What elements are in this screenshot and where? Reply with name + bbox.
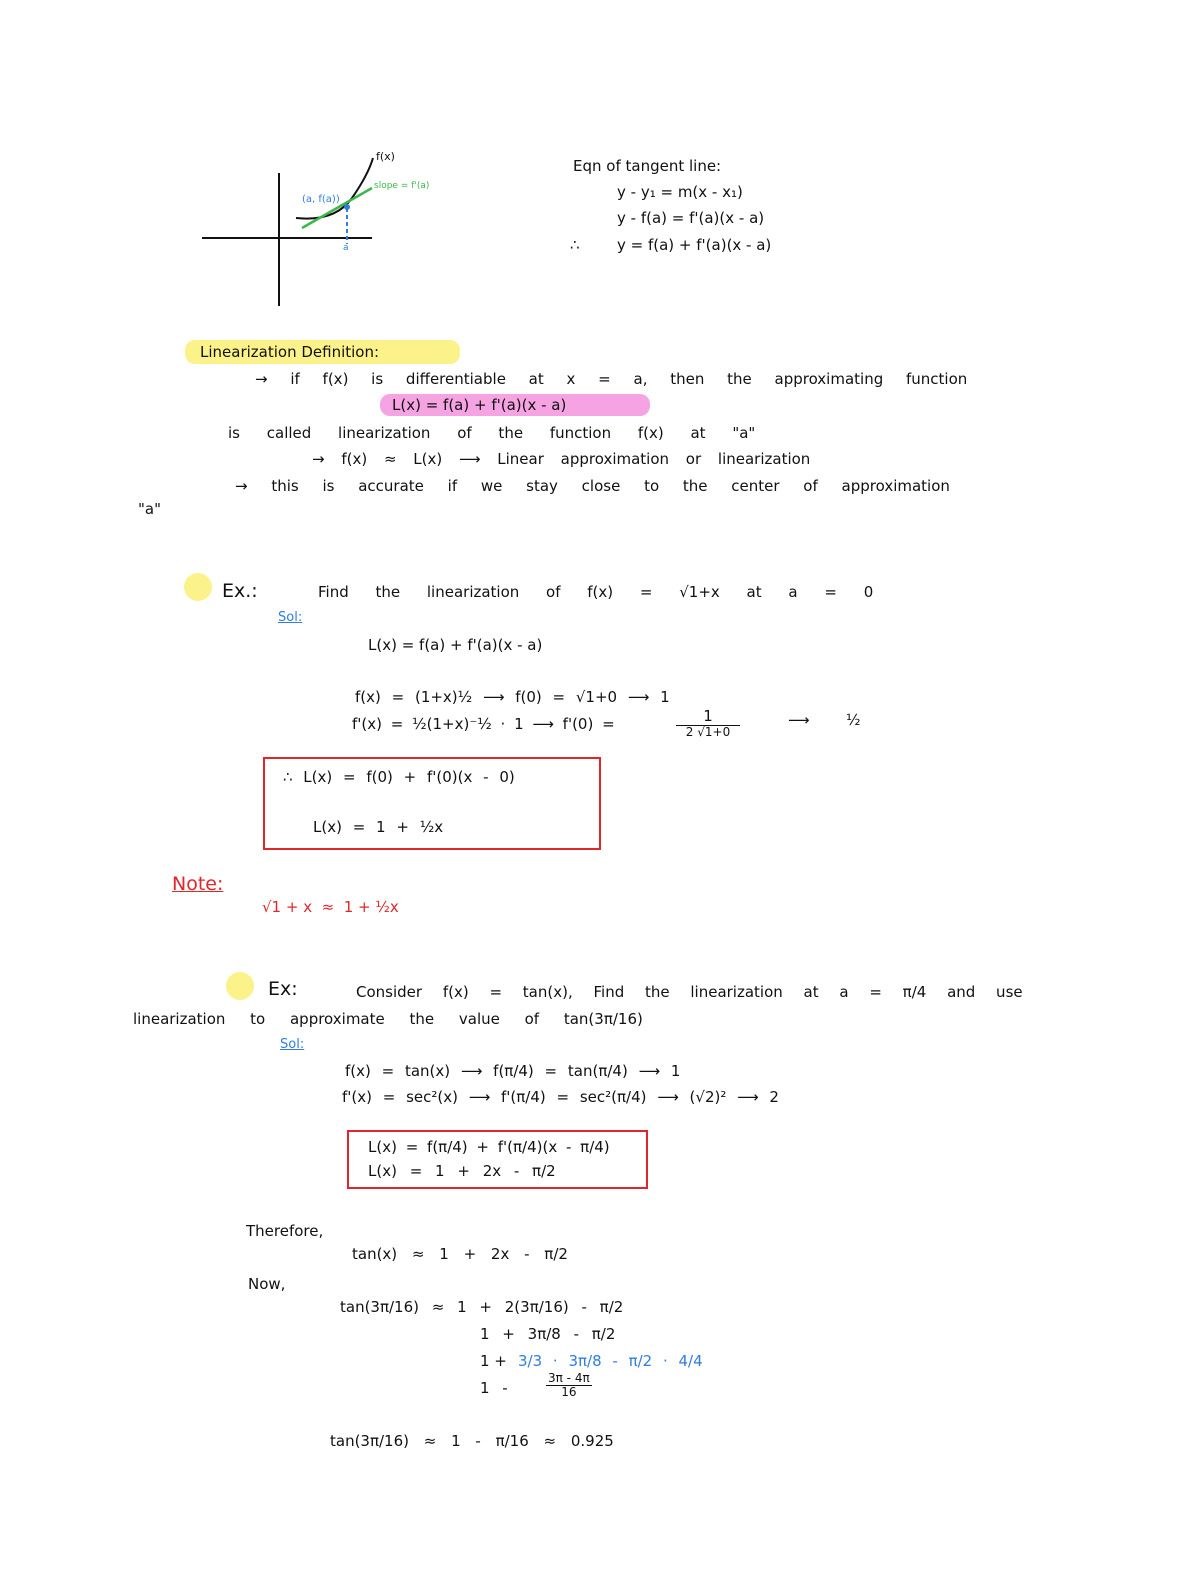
example-1-linearization: L(x) = f(a) + f'(a)(x - a) [368, 636, 543, 654]
example-1-label: Ex.: [222, 580, 258, 602]
tangent-title: Eqn of tangent line: [573, 157, 722, 175]
linearization-formula: L(x) = f(a) + f'(a)(x - a) [392, 396, 567, 414]
definition-line-3: → f(x) ≈ L(x) ⟶ Linear approximation or linearization [312, 450, 811, 468]
example-2-sol: Sol: [280, 1037, 305, 1052]
tangent-line-1: y - y₁ = m(x - x₁) [617, 183, 743, 201]
now-line-2: 1 + 3π/8 - π/2 [480, 1325, 616, 1343]
tangent-point [344, 204, 350, 210]
definition-line-2: is called linearization of the function f(x) at "a" [228, 424, 756, 442]
final-result: tan(3π/16) ≈ 1 - π/16 ≈ 0.925 [330, 1432, 614, 1450]
now-line-3: 3/3 · 3π/8 - π/2 · 4/4 [518, 1352, 703, 1370]
example-2-box-line-1: L(x) = f(π/4) + f'(π/4)(x - π/4) [368, 1138, 610, 1156]
example-2-problem: Consider f(x) = tan(x), Find the linearization at a = π/4 and use [356, 983, 1023, 1001]
now-label: Now, [248, 1275, 286, 1293]
now-line-3-start: 1 + [480, 1352, 507, 1370]
fx-graph-label: f(x) [376, 150, 395, 163]
example-1-marker [184, 573, 212, 601]
example-1-box-line-1: ∴ L(x) = f(0) + f'(0)(x - 0) [283, 768, 515, 786]
fprime-den: 2 √1+0 [685, 724, 731, 739]
tangent-line-3: y = f(a) + f'(a)(x - a) [617, 236, 772, 254]
now-line-4-fraction [546, 1372, 592, 1398]
therefore-symbol: ∴ [570, 236, 580, 254]
slope-label: slope = f'(a) [374, 181, 430, 191]
therefore-label: Therefore, [246, 1222, 324, 1240]
example-2-problem-2: linearization to approximate the value of tan(3π/16) [133, 1010, 643, 1028]
tan-approximation: tan(x) ≈ 1 + 2x - π/2 [352, 1245, 568, 1263]
a-axis-label: a [343, 243, 349, 253]
example-1-sol: Sol: [278, 610, 303, 625]
example-1-fprime-arrow: ⟶ [788, 711, 810, 729]
definition-line-4: → this is accurate if we stay close to the center of approximation [235, 477, 950, 495]
tangent-line-2: y - f(a) = f'(a)(x - a) [617, 209, 765, 227]
example-2-row-1: f(x) = tan(x) ⟶ f(π/4) = tan(π/4) ⟶ 1 [345, 1062, 681, 1080]
note-formula: √1 + x ≈ 1 + ½x [262, 898, 399, 916]
example-2-row-2: f'(x) = sec²(x) ⟶ f'(π/4) = sec²(π/4) ⟶ (√2)² ⟶ 2 [342, 1088, 779, 1106]
definition-line-5: "a" [138, 500, 161, 518]
now-line-1: tan(3π/16) ≈ 1 + 2(3π/16) - π/2 [340, 1298, 624, 1316]
example-1-f: f(x) = (1+x)½ ⟶ f(0) = √1+0 ⟶ 1 [355, 688, 670, 706]
definition-line-1: → if f(x) is differentiable at x = a, then the approximating function [255, 370, 968, 388]
now-line-4-num: 3π - 4π [548, 1371, 590, 1385]
example-1-fprime-value: ½ [846, 711, 861, 729]
now-line-4-start: 1 - [480, 1379, 508, 1397]
example-2-marker [226, 972, 254, 1000]
definition-title: Linearization Definition: [200, 343, 380, 361]
fprime-num: 1 [676, 709, 740, 726]
example-1-box-line-2: L(x) = 1 + ½x [313, 818, 444, 836]
example-2-box-line-2: L(x) = 1 + 2x - π/2 [368, 1162, 556, 1180]
example-1-problem: Find the linearization of f(x) = √1+x at a = 0 [318, 583, 874, 601]
note-label: Note: [172, 873, 224, 895]
example-1-fprime-left: f'(x) = ½(1+x)⁻½ · 1 ⟶ f'(0) = [352, 715, 615, 733]
now-line-4-den: 16 [561, 1384, 577, 1399]
example-2-label: Ex: [268, 978, 298, 1000]
example-1-fprime-fraction [676, 709, 740, 738]
point-label: (a, f(a)) [302, 194, 340, 205]
